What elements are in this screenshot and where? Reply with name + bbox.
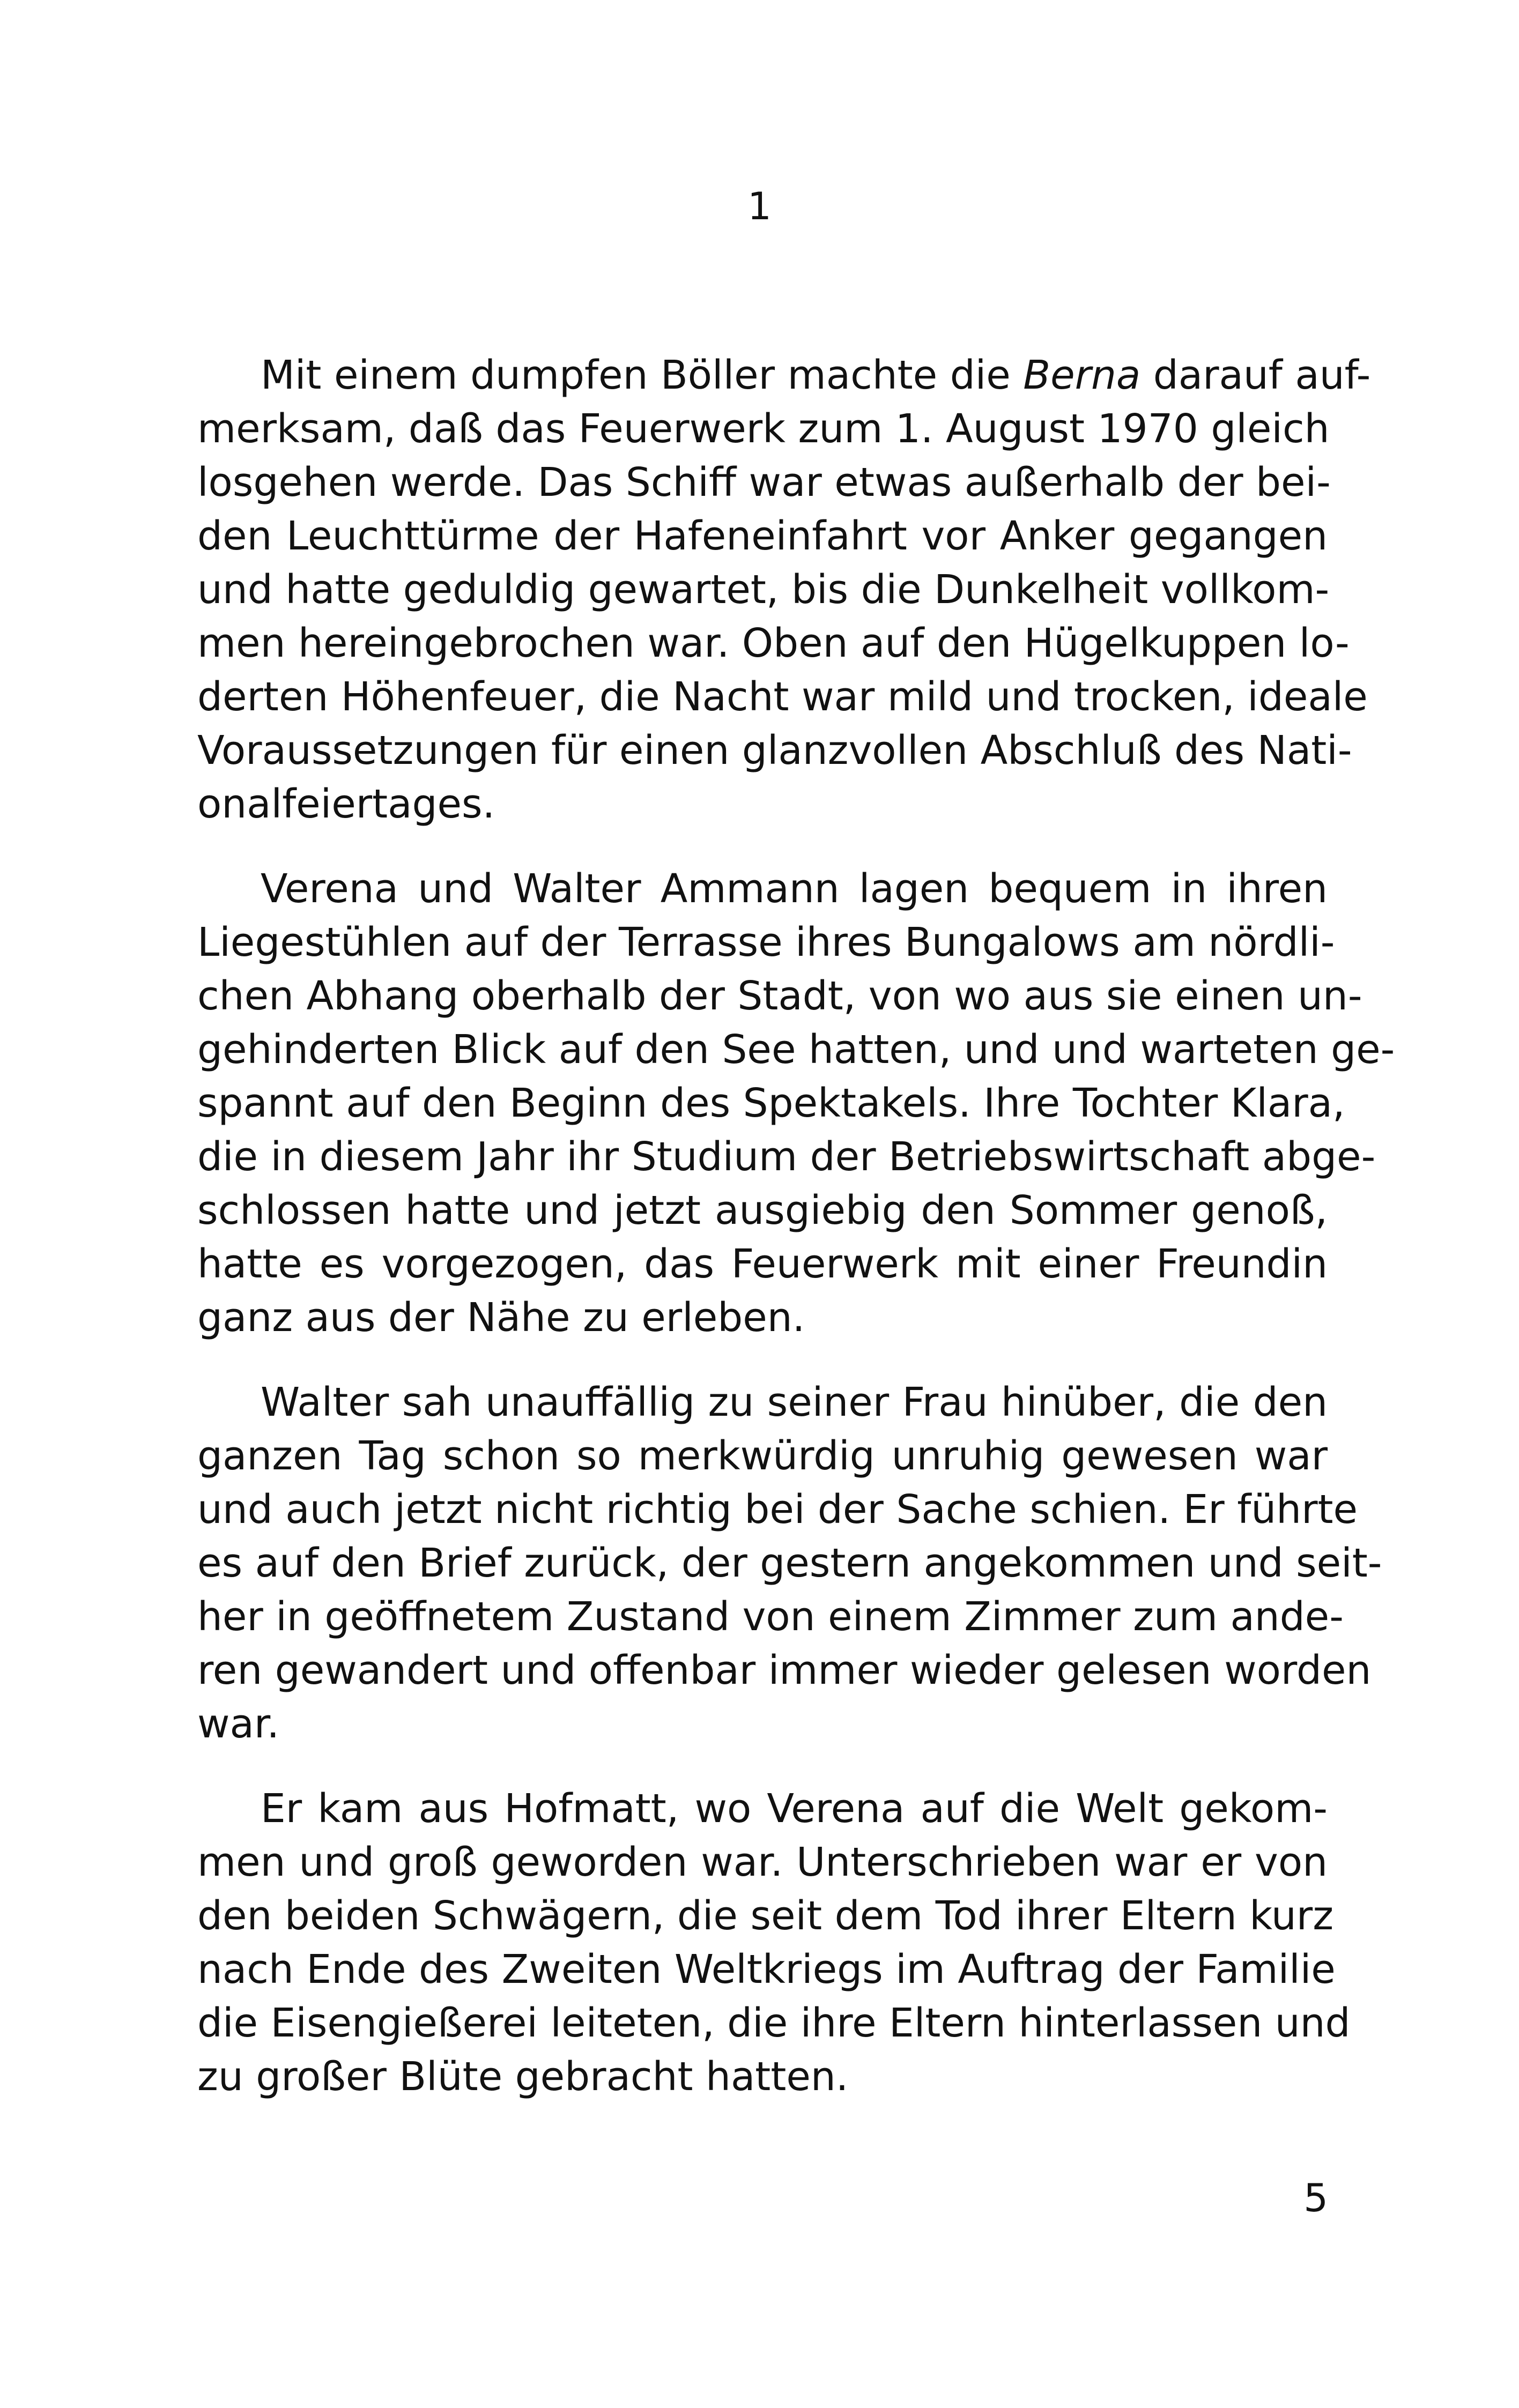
text-line: [197, 1291, 1328, 1344]
text-segment: derten Höhenfeuer, die Nacht war mild und trocken, ideale: [197, 674, 1368, 720]
text-line: [197, 969, 1362, 1023]
text-line: [197, 509, 1328, 563]
text-line: [197, 916, 1335, 969]
page-number: 5: [1303, 2175, 1328, 2220]
text-segment: Er kam aus Hofmatt, wo Verena auf die Welt gekom-: [261, 1786, 1328, 1832]
text-segment: und auch jetzt nicht richtig bei der Sache schien. Er führte: [197, 1487, 1358, 1533]
text-segment: Mit einem dumpfen Böller machte die: [261, 352, 1024, 398]
text-line: [197, 777, 1328, 831]
text-segment: merksam, daß das Feuerwerk zum 1. August 1970 gleich: [197, 406, 1330, 452]
chapter-number: 1: [747, 184, 772, 228]
text-line: [197, 456, 1331, 509]
text-line: [197, 862, 1328, 916]
text-line: [197, 1697, 1328, 1751]
text-line: [197, 402, 1328, 456]
text-line: [197, 724, 1352, 777]
text-segment: die in diesem Jahr ihr Studium der Betriebswirtschaft abge-: [197, 1134, 1376, 1180]
text-line: [197, 616, 1350, 670]
text-segment: es auf den Brief zurück, der gestern angekommen und seit-: [197, 1540, 1382, 1586]
text-segment: den beiden Schwägern, die seit dem Tod ihrer Eltern kurz: [197, 1893, 1334, 1939]
text-segment: onalfeiertages.: [197, 781, 495, 827]
text-line: [197, 1376, 1328, 1429]
text-line: [197, 1782, 1328, 1835]
text-segment: Liegestühlen auf der Terrasse ihres Bungalows am nördli-: [197, 919, 1335, 965]
text-line: [197, 1483, 1358, 1536]
text-line: [197, 1184, 1328, 1237]
text-line: [197, 2050, 1328, 2104]
text-segment: schlossen hatte und jetzt ausgiebig den Sommer genoß,: [197, 1187, 1328, 1233]
text-line: [197, 1943, 1336, 1996]
text-segment: Voraussetzungen für einen glanzvollen Abschluß des Nati-: [197, 727, 1352, 774]
text-line: [197, 1644, 1372, 1697]
text-segment: Walter sah unauffällig zu seiner Frau hinüber, die den: [261, 1379, 1328, 1425]
text-line: [197, 1130, 1376, 1184]
text-line: [197, 1889, 1334, 1943]
paragraph: [197, 862, 1395, 1344]
text-line: [197, 1076, 1345, 1130]
text-segment: Verena und Walter Ammann lagen bequem in ihren: [261, 866, 1328, 912]
text-line: [197, 1237, 1328, 1291]
text-segment: ganz aus der Nähe zu erleben.: [197, 1295, 805, 1341]
paragraph: [197, 1782, 1351, 2104]
text-line: [197, 1590, 1344, 1644]
text-segment: losgehen werde. Das Schiff war etwas außerhalb der bei-: [197, 459, 1331, 506]
paragraph: [197, 1376, 1382, 1751]
text-segment: den Leuchttürme der Hafeneinfahrt vor Anker gegangen: [197, 513, 1328, 559]
text-line: [197, 1996, 1351, 2050]
text-segment: war.: [197, 1701, 280, 1747]
body-text: [197, 348, 1395, 2104]
text-segment: her in geöffnetem Zustand von einem Zimmer zum ande-: [197, 1594, 1344, 1640]
text-line: [197, 1835, 1328, 1889]
italic-text: Berna: [1023, 352, 1141, 398]
text-line: [197, 1536, 1382, 1590]
text-line: [197, 563, 1328, 616]
text-segment: die Eisengießerei leiteten, die ihre Eltern hinterlassen und: [197, 2000, 1351, 2046]
text-segment: nach Ende des Zweiten Weltkriegs im Auftrag der Familie: [197, 1946, 1336, 1993]
text-segment: ganzen Tag schon so merkwürdig unruhig gewesen war: [197, 1433, 1328, 1479]
text-segment: hatte es vorgezogen, das Feuerwerk mit einer Freundin: [197, 1241, 1328, 1287]
text-line: [197, 348, 1371, 402]
text-segment: men hereingebrochen war. Oben auf den Hügelkuppen lo-: [197, 620, 1350, 666]
text-segment: zu großer Blüte gebracht hatten.: [197, 2054, 849, 2100]
paragraph: [197, 348, 1371, 831]
text-line: [197, 1023, 1395, 1076]
text-segment: darauf auf-: [1140, 352, 1371, 398]
text-segment: und hatte geduldig gewartet, bis die Dunkelheit vollkom-: [197, 567, 1330, 613]
text-segment: gehinderten Blick auf den See hatten, und und warteten ge-: [197, 1027, 1395, 1073]
text-segment: chen Abhang oberhalb der Stadt, von wo aus sie einen un-: [197, 973, 1362, 1019]
text-segment: spannt auf den Beginn des Spektakels. Ihre Tochter Klara,: [197, 1080, 1345, 1126]
text-line: [197, 670, 1368, 724]
text-segment: men und groß geworden war. Unterschrieben war er von: [197, 1839, 1328, 1885]
text-line: [197, 1429, 1328, 1483]
text-segment: ren gewandert und offenbar immer wieder gelesen worden: [197, 1647, 1372, 1693]
